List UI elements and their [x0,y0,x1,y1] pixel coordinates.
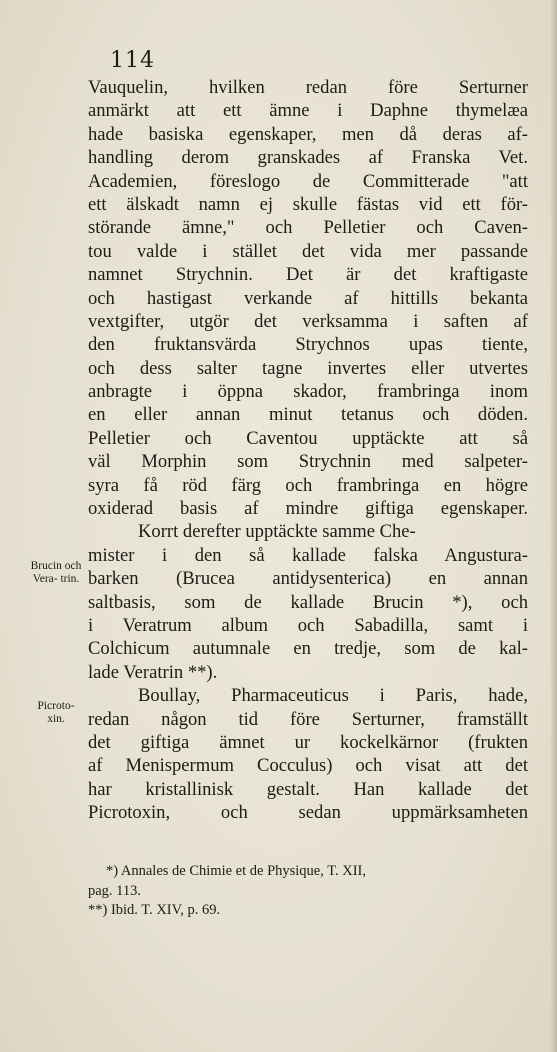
footnote-1: *) Annales de Chimie et de Physique, T. XII, [106,863,367,879]
footnotes [88,862,508,921]
text-line: och hastigast verkande af hittills bekanta [88,287,528,309]
text-line: störande ämne," och Pelletier och Caven- [88,217,528,239]
text-line: lade Veratrin **). [88,661,218,683]
text-line: Academien, föreslogo de Committerade "att [88,170,528,192]
margin-note-picrotoxin: Picroto- xin. [37,700,75,725]
footnote-2: **) Ibid. T. XIV, p. 69. [88,902,221,918]
text-line: tou valde i stället det vida mer passande [88,240,528,262]
text-line: väl Morphin som Strychnin med salpeter- [88,451,528,473]
text-line: hade basiska egenskaper, men då deras af- [88,123,528,145]
text-line: Picrotoxin, och sedan uppmärksamheten [88,802,528,824]
text-line: har kristallinisk gestalt. Han kallade det [88,778,528,800]
footnote-1-continued: pag. 113. [88,882,142,899]
text-line: det giftiga ämnet ur kockelkärnor (frukten [88,731,528,753]
text-line: Colchicum autumnale en tredje, som de kal- [88,638,528,660]
text-line: af Menispermum Cocculus) och visat att det [88,755,528,777]
text-line: syra få röd färg och frambringa en högre [88,474,528,496]
text-line: vextgifter, utgör det verksamma i saften af [88,310,528,332]
page-edge [551,0,557,1052]
text-line: Pelletier och Caventou upptäckte att så [88,427,528,449]
text-line: saltbasis, som de kallade Brucin *), och [88,591,528,613]
text-line: Korrt derefter upptäckte samme Che- [138,521,416,543]
text-line: mister i den så kallade falska Angustura- [88,544,528,566]
text-line: och dess salter tagne invertes eller utvertes [88,357,528,379]
text-line: ett älskadt namn ej skulle fästas vid ett för- [88,193,528,215]
text-line: redan någon tid före Serturner, framställt [88,708,528,730]
text-line: anbragte i öppna skador, frambringa inom [88,381,528,403]
main-text [88,76,528,825]
text-line: namnet Strychnin. Det är det kraftigaste [88,264,528,286]
text-line: Boullay, Pharmaceuticus i Paris, hade, [138,685,528,707]
text-line: anmärkt att ett ämne i Daphne thymelæa [88,100,528,122]
text-line: i Veratrum album och Sabadilla, samt i [88,614,528,636]
text-line: barken (Brucea antidysenterica) en annan [88,568,528,590]
margin-note-brucin: Brucin och Vera- trin. [30,560,82,585]
text-line: Vauquelin, hvilken redan före Serturner [88,77,528,98]
text-line: den fruktansvärda Strychnos upas tiente, [88,334,528,356]
page-number: 114 [110,48,155,73]
text-line: handling derom granskades af Franska Vet. [88,147,528,169]
text-line: oxiderad basis af mindre giftiga egenskaper. [88,498,528,520]
text-line: en eller annan minut tetanus och döden. [88,404,528,426]
